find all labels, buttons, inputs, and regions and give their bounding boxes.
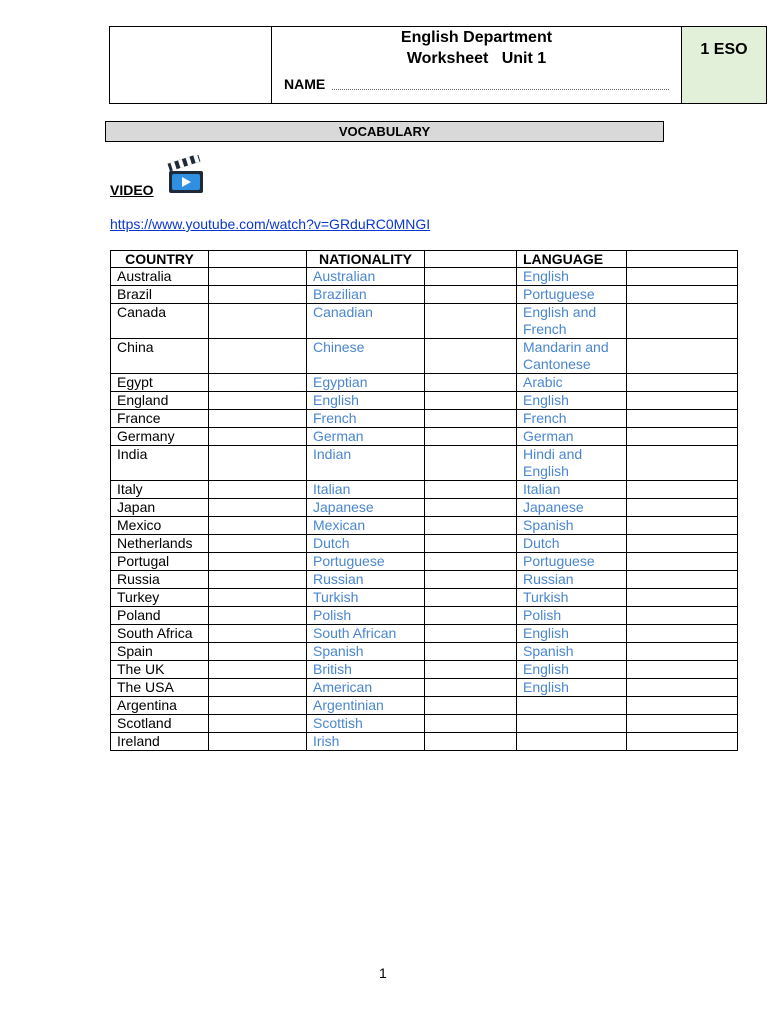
blank-cell: [209, 410, 307, 428]
country-cell: England: [111, 392, 209, 410]
blank-cell: [425, 392, 517, 410]
blank-cell: [627, 392, 738, 410]
country-cell: India: [111, 446, 209, 481]
blank-cell: [425, 553, 517, 571]
nationality-cell: Brazilian: [307, 286, 425, 304]
country-cell: Spain: [111, 643, 209, 661]
blank-cell: [209, 553, 307, 571]
blank-cell: [209, 715, 307, 733]
blank-cell: [425, 589, 517, 607]
section-title: VOCABULARY: [105, 121, 664, 142]
blank-cell: [425, 268, 517, 286]
blank-cell: [209, 392, 307, 410]
language-cell: German: [517, 428, 627, 446]
blank-cell: [627, 589, 738, 607]
country-cell: Turkey: [111, 589, 209, 607]
table-row: [111, 304, 738, 339]
blank-cell: [209, 625, 307, 643]
blank-cell: [627, 535, 738, 553]
blank-cell: [627, 733, 738, 751]
blank-cell: [627, 286, 738, 304]
vocabulary-rows: [111, 268, 738, 751]
nationality-cell: Dutch: [307, 535, 425, 553]
blank-cell: [425, 428, 517, 446]
country-cell: Mexico: [111, 517, 209, 535]
table-row: [111, 733, 738, 751]
blank-cell: [209, 643, 307, 661]
table-row: [111, 607, 738, 625]
table-row: [111, 446, 738, 481]
blank-cell: [209, 304, 307, 339]
table-row: [111, 571, 738, 589]
nationality-cell: Russian: [307, 571, 425, 589]
table-row: [111, 392, 738, 410]
video-label: VIDEO: [110, 182, 154, 198]
blank-cell: [627, 697, 738, 715]
blank-cell: [627, 374, 738, 392]
nationality-cell: Chinese: [307, 339, 425, 374]
blank-cell: [209, 733, 307, 751]
blank-cell: [425, 374, 517, 392]
youtube-link[interactable]: https://www.youtube.com/watch?v=GRduRC0MNGI: [110, 216, 431, 232]
nationality-cell: Australian: [307, 268, 425, 286]
blank-cell: [209, 589, 307, 607]
worksheet-header: [109, 26, 767, 104]
vocabulary-table: [110, 250, 738, 751]
nationality-cell: Canadian: [307, 304, 425, 339]
country-cell: The USA: [111, 679, 209, 697]
country-cell: China: [111, 339, 209, 374]
language-cell: Italian: [517, 481, 627, 499]
title-cell: [272, 27, 682, 104]
country-cell: Italy: [111, 481, 209, 499]
name-label: NAME: [284, 76, 326, 92]
blank-cell: [209, 499, 307, 517]
blank-cell: [209, 517, 307, 535]
nationality-cell: Turkish: [307, 589, 425, 607]
blank-cell: [425, 607, 517, 625]
country-cell: Netherlands: [111, 535, 209, 553]
country-cell: Scotland: [111, 715, 209, 733]
blank-cell: [209, 607, 307, 625]
blank-cell: [425, 697, 517, 715]
country-cell: Canada: [111, 304, 209, 339]
language-cell: English: [517, 661, 627, 679]
blank-cell: [209, 679, 307, 697]
blank-cell: [209, 286, 307, 304]
nationality-cell: Spanish: [307, 643, 425, 661]
blank-cell: [627, 410, 738, 428]
blank-cell: [209, 446, 307, 481]
language-cell: English: [517, 679, 627, 697]
language-cell: [517, 733, 627, 751]
blank-cell: [627, 339, 738, 374]
language-cell: Arabic: [517, 374, 627, 392]
language-cell: Hindi and English: [517, 446, 627, 481]
blank-cell: [627, 428, 738, 446]
blank-cell: [627, 499, 738, 517]
language-cell: Spanish: [517, 643, 627, 661]
clapperboard-video-icon[interactable]: [165, 155, 205, 197]
country-cell: Brazil: [111, 286, 209, 304]
table-row: [111, 697, 738, 715]
blank-cell: [209, 571, 307, 589]
language-cell: Mandarin and Cantonese: [517, 339, 627, 374]
country-cell: Russia: [111, 571, 209, 589]
nationality-cell: Polish: [307, 607, 425, 625]
blank-cell: [627, 661, 738, 679]
blank-cell: [627, 553, 738, 571]
blank-cell: [627, 268, 738, 286]
blank-cell: [627, 715, 738, 733]
blank-cell: [425, 679, 517, 697]
worksheet-title: Worksheet Unit 1: [406, 50, 547, 67]
table-row: [111, 679, 738, 697]
table-header-row: [111, 251, 738, 268]
blank-cell: [627, 517, 738, 535]
blank-cell: [627, 625, 738, 643]
table-row: [111, 499, 738, 517]
blank-cell: [627, 643, 738, 661]
table-row: [111, 643, 738, 661]
language-cell: Japanese: [517, 499, 627, 517]
country-cell: Portugal: [111, 553, 209, 571]
blank-cell: [425, 410, 517, 428]
level-cell: [682, 27, 767, 104]
table-row: [111, 339, 738, 374]
nationality-cell: Irish: [307, 733, 425, 751]
blank-cell: [209, 661, 307, 679]
table-row: [111, 625, 738, 643]
level-label: 1 ESO: [700, 41, 748, 58]
country-cell: France: [111, 410, 209, 428]
nationality-cell: South African: [307, 625, 425, 643]
blank-cell: [627, 446, 738, 481]
blank-cell: [425, 625, 517, 643]
nationality-cell: Argentinian: [307, 697, 425, 715]
table-row: [111, 517, 738, 535]
nationality-cell: Indian: [307, 446, 425, 481]
country-cell: Argentina: [111, 697, 209, 715]
table-row: [111, 553, 738, 571]
logo-cell: [110, 27, 272, 104]
blank-cell: [425, 643, 517, 661]
language-cell: [517, 697, 627, 715]
page-number: 1: [379, 965, 387, 981]
table-row: [111, 589, 738, 607]
table-row: [111, 286, 738, 304]
language-cell: French: [517, 410, 627, 428]
language-cell: Portuguese: [517, 553, 627, 571]
language-cell: Turkish: [517, 589, 627, 607]
language-cell: Polish: [517, 607, 627, 625]
nationality-cell: Japanese: [307, 499, 425, 517]
language-cell: English: [517, 625, 627, 643]
country-cell: Poland: [111, 607, 209, 625]
name-line[interactable]: [332, 89, 669, 90]
blank-cell: [425, 715, 517, 733]
department-title: English Department: [400, 29, 553, 46]
table-row: [111, 661, 738, 679]
blank-cell: [627, 607, 738, 625]
table-row: [111, 410, 738, 428]
country-cell: Ireland: [111, 733, 209, 751]
blank-cell: [627, 304, 738, 339]
language-cell: English and French: [517, 304, 627, 339]
country-cell: Japan: [111, 499, 209, 517]
nationality-cell: Italian: [307, 481, 425, 499]
language-cell: English: [517, 392, 627, 410]
blank-cell: [425, 733, 517, 751]
nationality-cell: Portuguese: [307, 553, 425, 571]
language-cell: [517, 715, 627, 733]
blank-cell: [209, 268, 307, 286]
blank-cell: [209, 481, 307, 499]
table-row: [111, 374, 738, 392]
blank-cell: [209, 374, 307, 392]
nationality-cell: British: [307, 661, 425, 679]
table-row: [111, 481, 738, 499]
blank-cell: [425, 571, 517, 589]
nationality-cell: Mexican: [307, 517, 425, 535]
table-row: [111, 535, 738, 553]
blank-cell: [425, 481, 517, 499]
blank-cell: [627, 481, 738, 499]
country-cell: Australia: [111, 268, 209, 286]
nationality-cell: Scottish: [307, 715, 425, 733]
language-cell: Russian: [517, 571, 627, 589]
language-header: LANGUAGE: [517, 251, 627, 268]
blank-cell: [209, 697, 307, 715]
nationality-header: NATIONALITY: [307, 251, 425, 268]
language-cell: Portuguese: [517, 286, 627, 304]
blank-cell: [209, 535, 307, 553]
table-row: [111, 268, 738, 286]
blank-cell: [627, 679, 738, 697]
country-cell: Germany: [111, 428, 209, 446]
blank-cell: [627, 571, 738, 589]
language-cell: English: [517, 268, 627, 286]
country-cell: The UK: [111, 661, 209, 679]
country-cell: South Africa: [111, 625, 209, 643]
country-cell: Egypt: [111, 374, 209, 392]
blank-cell: [425, 304, 517, 339]
blank-cell: [425, 517, 517, 535]
country-header: COUNTRY: [111, 251, 209, 268]
nationality-cell: English: [307, 392, 425, 410]
nationality-cell: Egyptian: [307, 374, 425, 392]
blank-cell: [425, 339, 517, 374]
blank-cell: [425, 499, 517, 517]
blank-cell: [425, 446, 517, 481]
blank-cell: [425, 286, 517, 304]
blank-cell: [425, 661, 517, 679]
nationality-cell: American: [307, 679, 425, 697]
name-field[interactable]: [272, 76, 681, 92]
language-cell: Spanish: [517, 517, 627, 535]
blank-cell: [425, 535, 517, 553]
table-row: [111, 428, 738, 446]
nationality-cell: French: [307, 410, 425, 428]
nationality-cell: German: [307, 428, 425, 446]
language-cell: Dutch: [517, 535, 627, 553]
table-row: [111, 715, 738, 733]
blank-cell: [209, 339, 307, 374]
blank-cell: [209, 428, 307, 446]
